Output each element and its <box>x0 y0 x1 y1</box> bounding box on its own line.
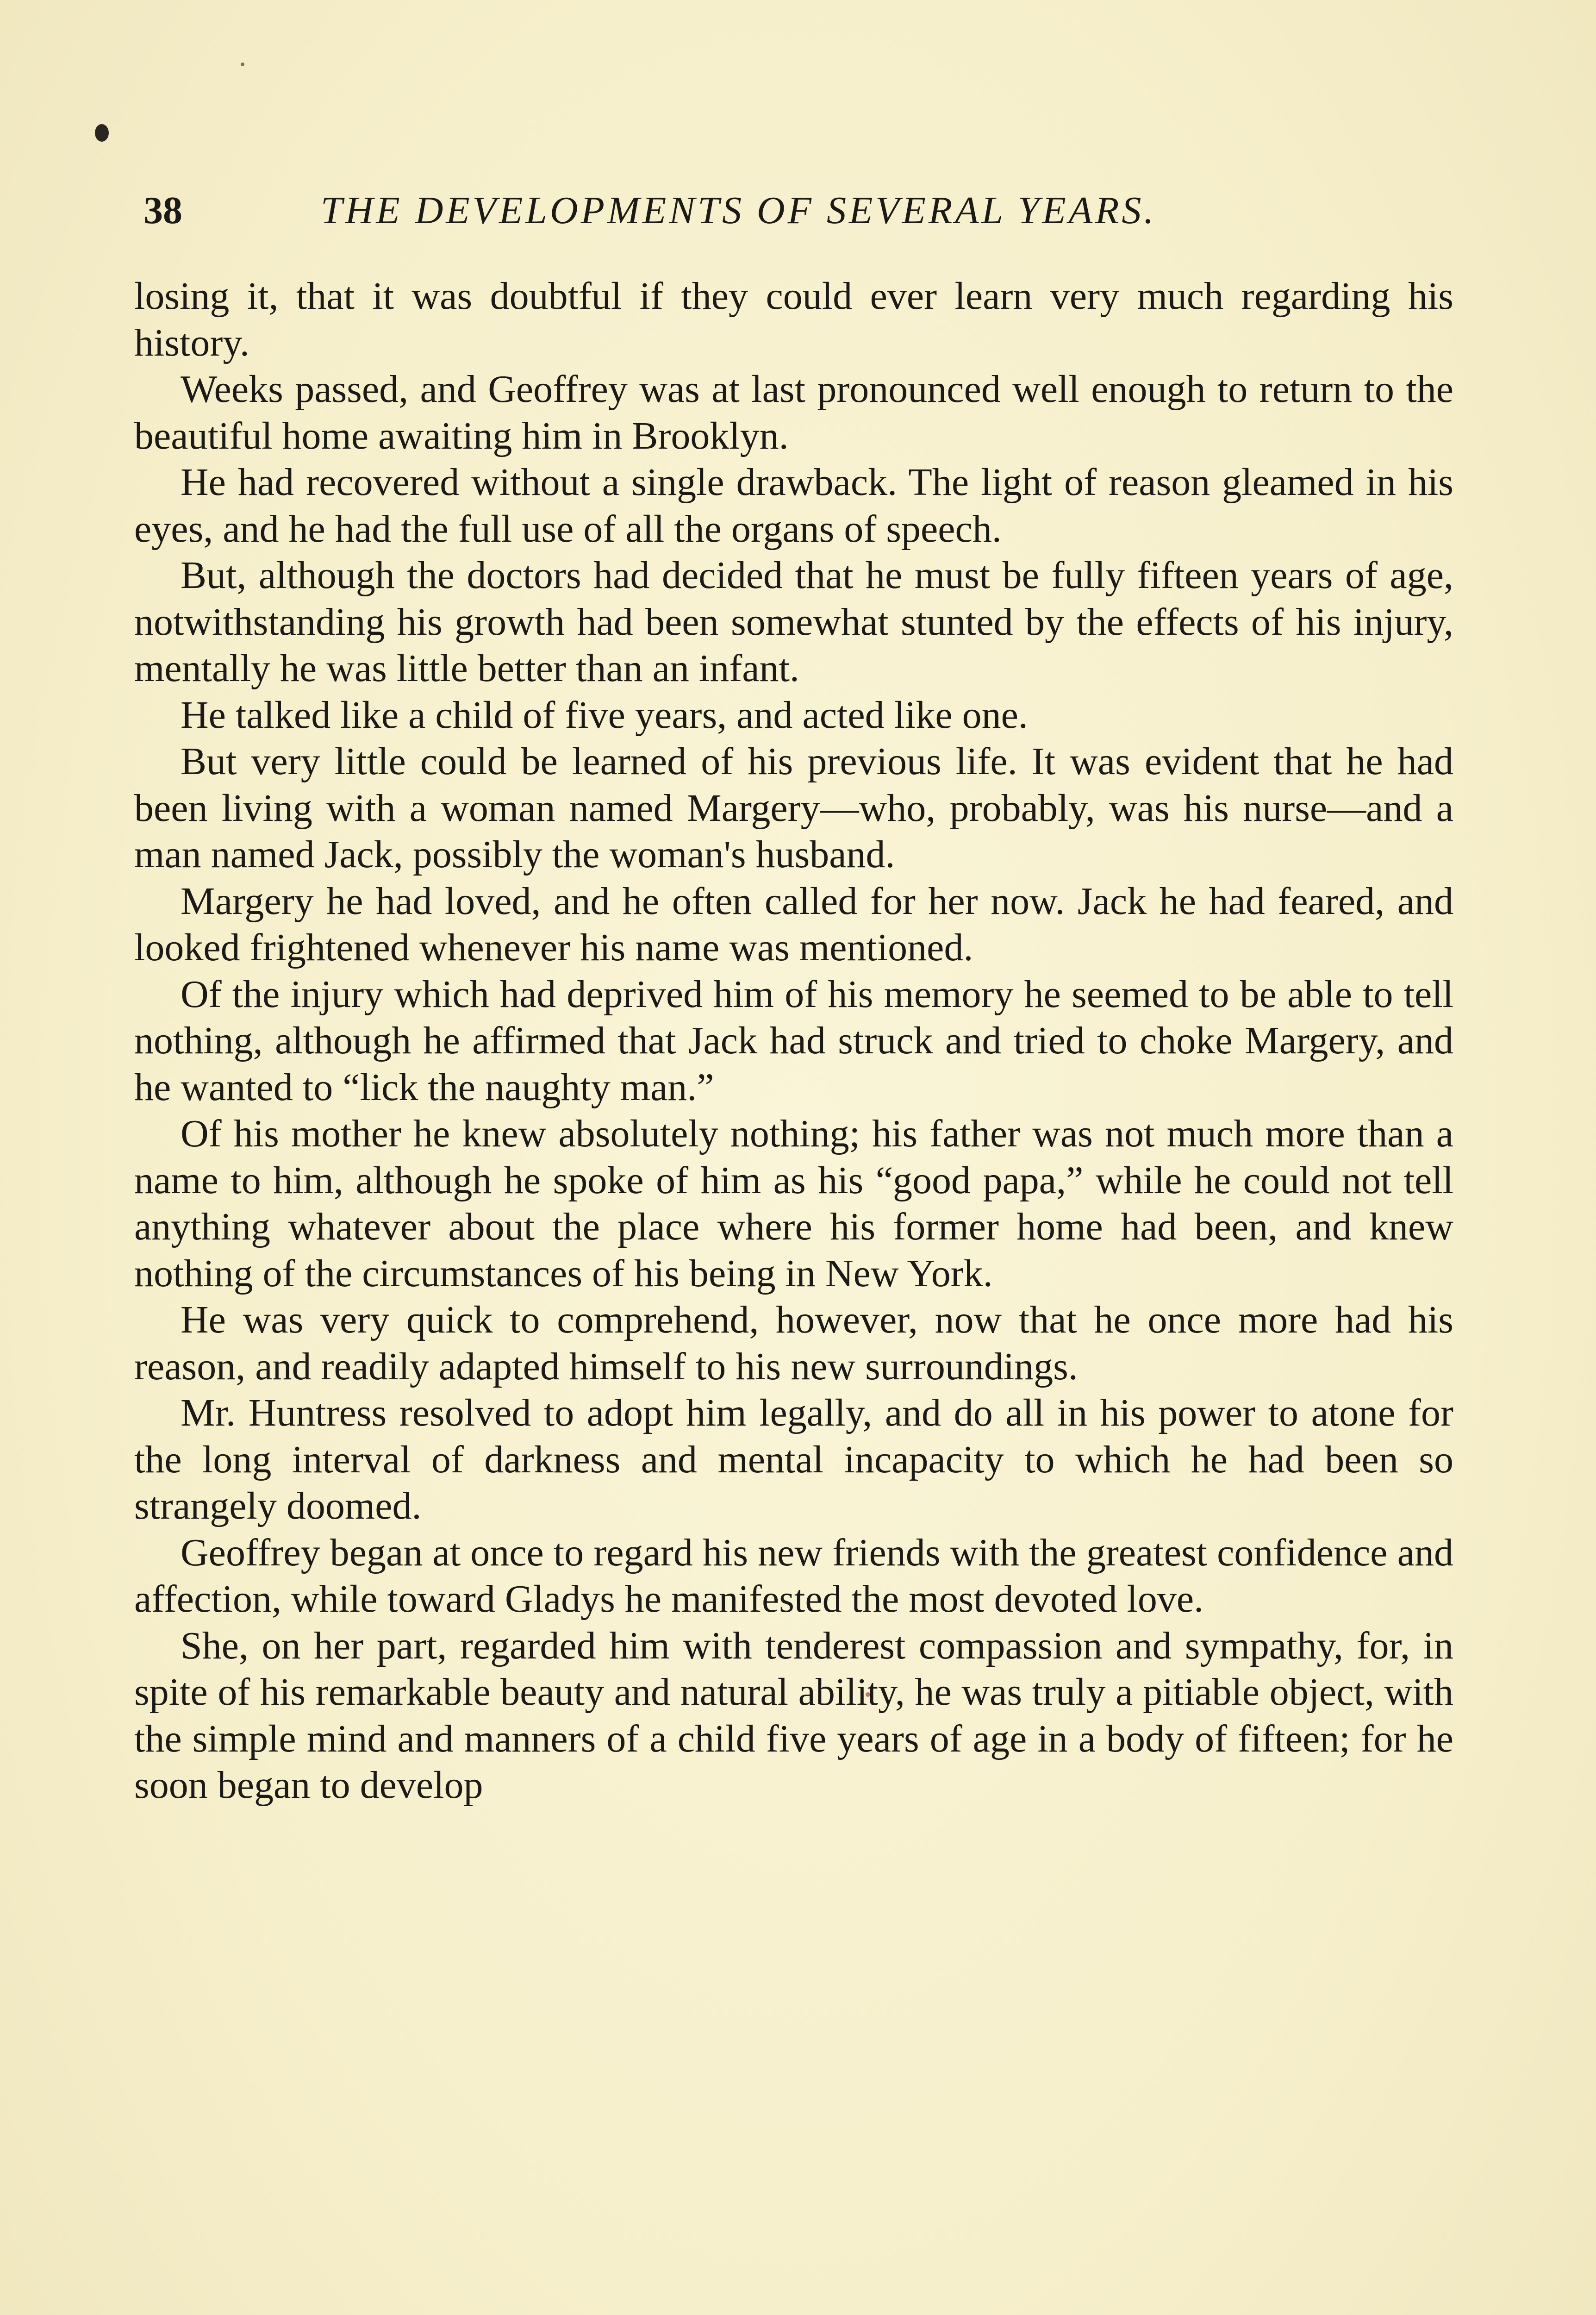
paragraph: But, although the doctors had decided that he must be fully fifteen years of age, notwithstanding his growth had been somewhat stunted by the effects of his injury, mentally he was little better than an infant. <box>134 554 1453 690</box>
page-number: 38 <box>143 189 182 232</box>
paragraph: He had recovered without a single drawback. The light of reason gleamed in his eyes, and he had the full use of all the organs of speech. <box>134 461 1453 551</box>
paragraph: Of the injury which had deprived him of his memory he seemed to be able to tell nothing, although he affirmed that Jack had struck and tried to choke Margery, and he wanted to “lick the naughty man.” <box>134 972 1453 1109</box>
paragraph: Geoffrey began at once to regard his new friends with the greatest confidence and affection, while toward Gladys he manifested the most devoted love. <box>134 1531 1453 1620</box>
paragraph: Weeks passed, and Geoffrey was at last pronounced well enough to return to the beautiful home awaiting him in Brooklyn. <box>134 368 1453 457</box>
paragraph: Mr. Huntress resolved to adopt him legally, and do all in his power to atone for the long interval of darkness and mental incapacity to which he had been so strangely doomed. <box>134 1391 1453 1527</box>
paragraph: He was very quick to comprehend, however, now that he once more had his reason, and readily adapted himself to his new surroundings. <box>134 1298 1453 1388</box>
paragraph: He talked like a child of five years, and acted like one. <box>181 693 1028 737</box>
running-title: THE DEVELOPMENTS OF SEVERAL YEARS. <box>321 189 1157 232</box>
ink-blot <box>95 124 109 142</box>
body-text <box>134 273 1453 1809</box>
paragraph: Margery he had loved, and he often called for her now. Jack he had feared, and looked frightened whenever his name was mentioned. <box>134 879 1453 969</box>
paragraph: Of his mother he knew absolutely nothing; his father was not much more than a name to him, although he spoke of him as his “good papa,” while he could not tell anything whatever about the place where his former home had been, and knew nothing of the circumstances of his being in New York. <box>134 1112 1453 1295</box>
paragraph: But very little could be learned of his previous life. It was evident that he had been living with a woman named Margery—who, probably, was his nurse—and a man named Jack, possibly the woman's husband. <box>134 740 1453 876</box>
page-header <box>139 185 1296 236</box>
paragraph: She, on her part, regarded him with tenderest compassion and sympathy, for, in spite of his remarkable beauty and natural ability, he was truly a pitiable object, with the simple mind and manners of a child five years of age in a body of fifteen; for he soon began to develop <box>134 1624 1453 1807</box>
paragraph: losing it, that it was doubtful if they could ever learn very much regarding his history. <box>134 275 1453 364</box>
ink-speck <box>241 63 244 66</box>
